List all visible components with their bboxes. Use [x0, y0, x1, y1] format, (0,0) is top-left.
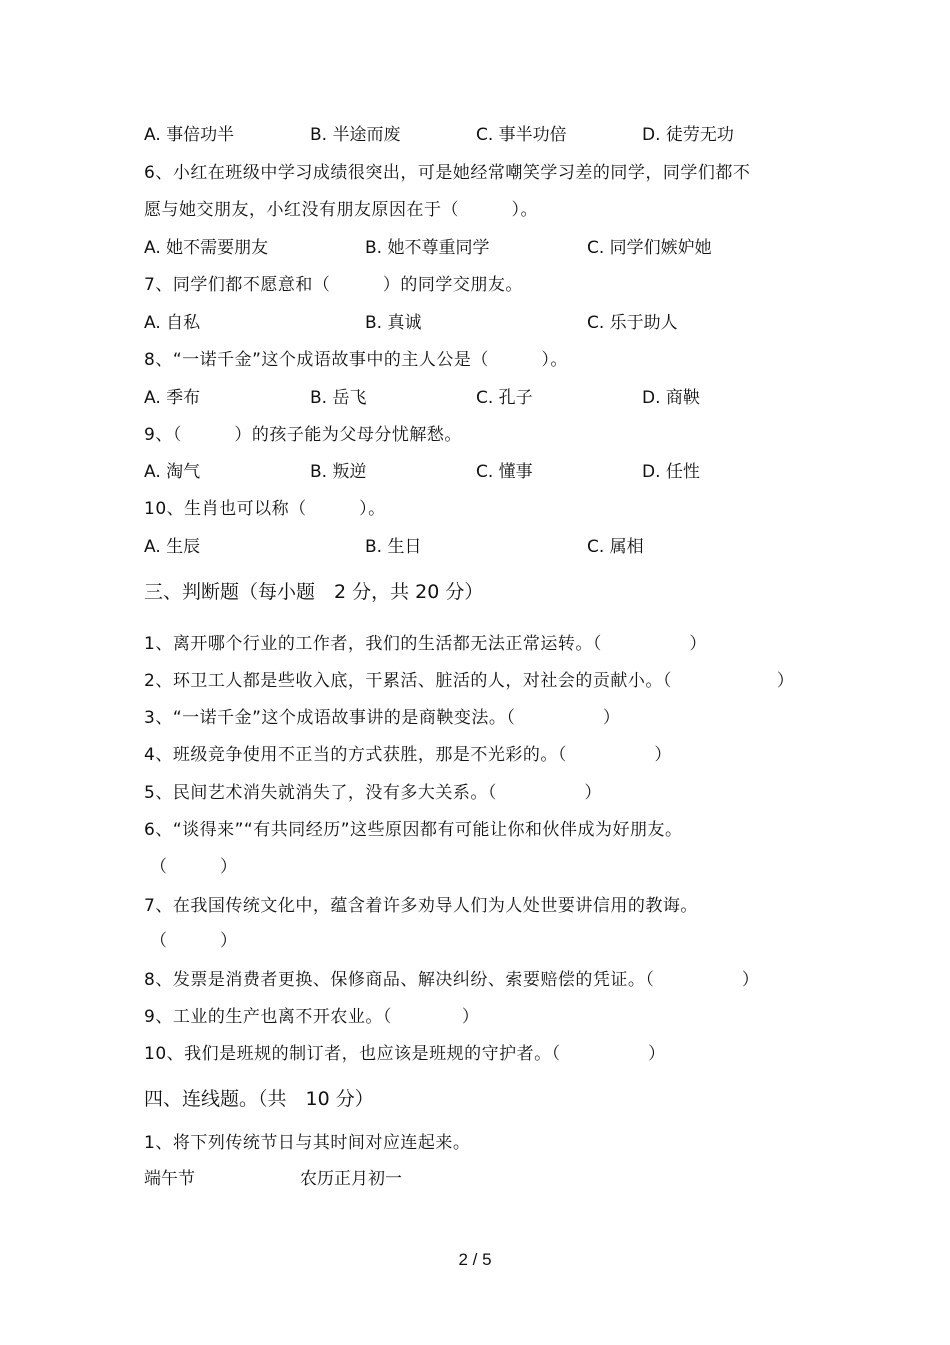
q6-option-c: C. 同学们嫉妒她	[587, 238, 712, 258]
q9-option-b: B. 叛逆	[310, 462, 367, 482]
q8-text: 8、“一诺千金”这个成语故事中的主人公是（ ）。	[144, 350, 568, 370]
q10-option-b: B. 生日	[365, 537, 422, 557]
q8-option-d: D. 商鞅	[642, 388, 700, 408]
section3-item-9: 9、工业的生产也离不开农业。（ ）	[144, 1007, 480, 1027]
q6-option-a: A. 她不需要朋友	[144, 238, 269, 258]
q10-option-a: A. 生辰	[144, 537, 201, 557]
section3-item-2: 2、环卫工人都是些收入底，干累活、脏活的人，对社会的贡献小。（ ）	[144, 671, 795, 691]
q7-text: 7、同学们都不愿意和（ ）的同学交朋友。	[144, 275, 523, 295]
match-left-item: 端午节	[144, 1169, 195, 1189]
section3-item-8: 8、发票是消费者更换、保修商品、解决纠纷、索要赔偿的凭证。（ ）	[144, 970, 760, 990]
q6-text-line1: 6、小红在班级中学习成绩很突出，可是她经常嘲笑学习差的同学，同学们都不	[144, 163, 751, 183]
section3-title: 三、判断题（每小题 2 分，共 20 分）	[144, 581, 484, 603]
q9-option-a: A. 淘气	[144, 462, 201, 482]
q5-option-b: B. 半途而废	[310, 125, 401, 145]
q7-option-b: B. 真诚	[365, 313, 422, 333]
q9-text: 9、（ ）的孩子能为父母分忧解愁。	[144, 425, 462, 445]
q8-option-c: C. 孔子	[476, 388, 533, 408]
q5-option-c: C. 事半功倍	[476, 125, 567, 145]
section3-item-7: 7、在我国传统文化中，蕴含着许多劝导人们为人处世要讲信用的教诲。	[144, 896, 698, 916]
q8-option-b: B. 岳飞	[310, 388, 367, 408]
q7-option-c: C. 乐于助人	[587, 313, 678, 333]
q9-option-d: D. 任性	[642, 462, 700, 482]
q8-option-a: A. 季布	[144, 388, 201, 408]
section3-item-4: 4、班级竞争使用不正当的方式获胜，那是不光彩的。（ ）	[144, 745, 672, 765]
match-right-item: 农历正月初一	[300, 1169, 402, 1189]
q7-option-a: A. 自私	[144, 313, 201, 333]
section3-item-3: 3、“一诺千金”这个成语故事讲的是商鞅变法。（ ）	[144, 708, 621, 728]
q10-option-c: C. 属相	[587, 537, 644, 557]
section3-item-6: 6、“谈得来”“有共同经历”这些原因都有可能让你和伙伴成为好朋友。	[144, 820, 683, 840]
section3-item-6-blank: （ ）	[150, 857, 238, 877]
q5-option-d: D. 徒劳无功	[642, 125, 734, 145]
section3-item-7-blank: （ ）	[150, 931, 238, 951]
q9-option-c: C. 懂事	[476, 462, 533, 482]
q6-option-b: B. 她不尊重同学	[365, 238, 490, 258]
q10-text: 10、生肖也可以称（ ）。	[144, 499, 386, 519]
section4-title: 四、连线题。（共 10 分）	[144, 1088, 374, 1110]
section4-question-1: 1、将下列传统节日与其时间对应连起来。	[144, 1133, 471, 1153]
page-number: 2 / 5	[458, 1250, 492, 1269]
section3-item-1: 1、离开哪个行业的工作者，我们的生活都无法正常运转。（ ）	[144, 634, 707, 654]
q6-text-line2: 愿与她交朋友，小红没有朋友原因在于（ ）。	[144, 200, 538, 220]
section3-item-10: 10、我们是班规的制订者，也应该是班规的守护者。（ ）	[144, 1044, 666, 1064]
q5-option-a: A. 事倍功半	[144, 125, 235, 145]
section3-item-5: 5、民间艺术消失就消失了，没有多大关系。（ ）	[144, 783, 602, 803]
